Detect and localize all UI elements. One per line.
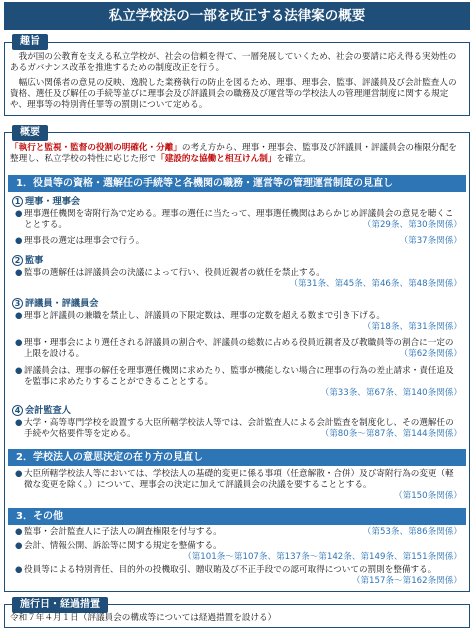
list-item: ● 大臣所轄学校法人等においては、学校法人の基礎的変更に係る事項（任意解散・合併）及び寄附行為の変更（軽微な変更を除く。）について、理事会の決定に加えて評議員会の決議を要することとする。 （第150条関係）	[15, 469, 462, 501]
section-3-band: 3．その他	[8, 508, 466, 525]
list-item: ● 大学・高等専門学校を設置する大臣所轄学校法人等では、会計監査人による会計監査を制度化し、その選解任の手続や欠格要件等を定める。 （第80条〜第87条、第144条関係）	[15, 418, 462, 439]
list-item: ● 役員等による特別背任、目的外の投機取引、贈収賄及び不正手段での認可取得についての罰則を整備する。 （第157条〜第162条関係）	[15, 565, 462, 586]
overview-intro	[10, 143, 462, 165]
intro-quote-2: 「建設的な協働と相互けん制」	[156, 154, 277, 164]
intro-end: を確立。	[276, 154, 311, 164]
list-item: ● 会計、情報公開、訴訟等に関する規定を整備する。 （第101条〜第107条、第137条〜第142条、第149条、第151条関係）	[15, 541, 462, 562]
list-item: ● 理事選任機関を寄附行為で定める。理事の選任に当たって、理事選任機関はあらかじめ評議員会の意見を聴くこととする。 （第29条、第30条関係）	[15, 209, 462, 230]
list-item: ● 監事・会計監査人に子法人の調査権限を付与する。 （第53条、第86条関係）	[15, 527, 462, 537]
list-item: ● 理事と評議員の兼職を禁止し、評議員の下限定数は、理事の定数を超える数まで引き下げる。 （第18条、第31条関係）	[15, 311, 462, 332]
purpose-label: 趣旨	[12, 34, 48, 50]
sub-1-title: 1 理事・理事会	[12, 196, 80, 208]
page-title: 私立学校法の一部を改正する法律案の概要	[4, 2, 470, 30]
intro-quote-1: 「執行と監視・監督の役割の明確化・分離」	[10, 143, 182, 153]
effective-date-text: 令和７年４月１日（評議員会の構成等については経過措置を設ける）	[10, 613, 277, 623]
sub-3-title: 3 評議員・評議員会	[12, 298, 99, 310]
section-2-band: 2．学校法人の意思決定の在り方の見直し	[8, 449, 466, 466]
section-1-band: 1．役員等の資格・選解任の手続等と各機関の職務・運営等の管理運営制度の見直し	[8, 175, 466, 192]
list-item: ● 理事・理事会により選任される評議員の割合や、評議員の総数に占める役員近親者及び教職員等の割合に一定の上限を設ける。 （第62条関係）	[15, 338, 462, 359]
list-item: ● 理事長の選定は理事会で行う。 （第37条関係）	[15, 236, 462, 246]
purpose-paragraph-1: 我が国の公教育を支える私立学校が、社会の信頼を得て、一層発展していくため、社会の要請に応え得る実効性のあるガバナンス改革を推進するための制度改正を行う。	[10, 52, 457, 73]
effective-date-label: 施行日・経過措置	[12, 597, 108, 613]
overview-label: 概要	[12, 125, 48, 141]
purpose-paragraph-2: 幅広い関係者の意見の反映、逸脱した業務執行の防止を図るため、理事、理事会、監事、評議員及び会計監査人の資格、選任及び解任の手続等並びに理事会及び評議員会の職務及び運営等の学校法人の管理運営制度に関する規定や、理事等の特別背任罪等の罰則について定める。	[10, 78, 457, 110]
sub-2-title: 2 監事	[12, 255, 43, 267]
list-item: ● 監事の選解任は評議員会の決議によって行い、役員近親者の就任を禁止する。 （第31条、第45条、第46条、第48条関係）	[15, 268, 462, 289]
sub-4-title: 4 会計監査人	[12, 405, 71, 417]
list-item: ● 評議員会は、理事の解任を理事選任機関に求めたり、監事が機能しない場合に理事の行為の差止請求・責任追及を監事に求めたりすることができることとする。 （第33条、第67条、第140条関係）	[15, 366, 462, 398]
intro-middle: の考え方から、理事・理事会、監事及び評議員・評議員会の権限分配を整理し、私立学校の特性に応じた形で	[10, 143, 457, 164]
